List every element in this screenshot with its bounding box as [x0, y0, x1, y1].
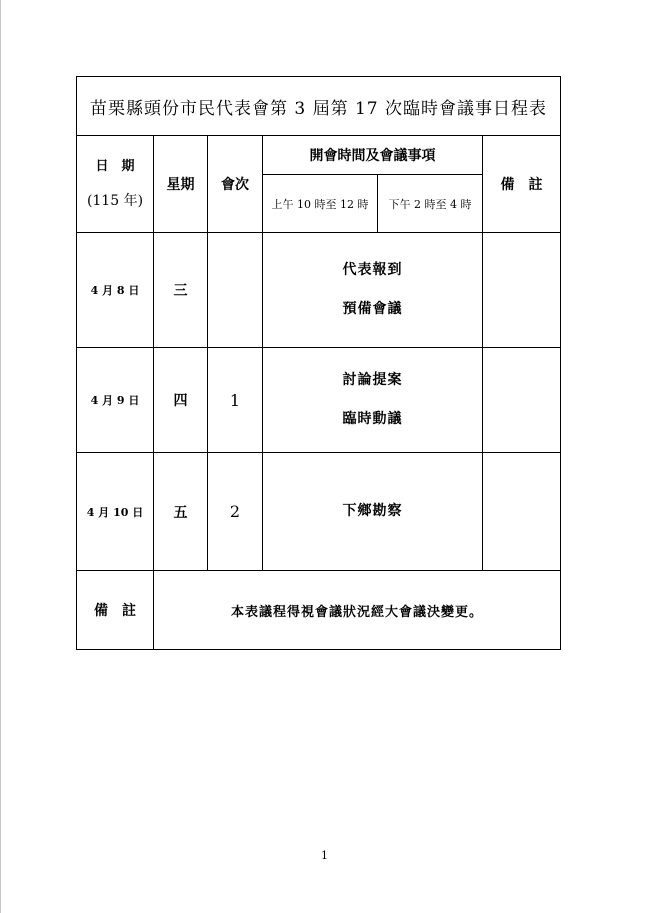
header-agenda-group: 開會時間及會議事項 [263, 136, 483, 175]
row-weekday: 五 [154, 453, 208, 571]
agenda-item: 代表報到 [342, 262, 403, 278]
row-weekday: 四 [154, 348, 208, 453]
header-afternoon: 下午 2 時至 4 時 [378, 175, 483, 233]
page-edge [0, 0, 1, 913]
row-weekday: 三 [154, 233, 208, 348]
document-title: 苗栗縣頭份市民代表會第 3 屆第 17 次臨時會議事日程表 [77, 77, 561, 136]
header-date-year: (115 年) [86, 193, 144, 209]
row-date: 4 月 10 日 [77, 453, 154, 571]
row-agenda [263, 233, 483, 348]
row-session: 1 [208, 348, 263, 453]
row-date: 4 月 8 日 [77, 233, 154, 348]
footer-remarks-text: 本表議程得視會議狀況經大會議決變更。 [154, 571, 561, 650]
table-row [77, 233, 561, 348]
header-date [77, 136, 154, 233]
row-date: 4 月 9 日 [77, 348, 154, 453]
header-session: 會次 [208, 136, 263, 233]
footer-remarks-label: 備 註 [77, 571, 154, 650]
row-remarks [483, 348, 561, 453]
row-session: 2 [208, 453, 263, 571]
agenda-item: 臨時動議 [342, 411, 403, 427]
table-row [77, 348, 561, 453]
header-weekday: 星期 [154, 136, 208, 233]
agenda-item: 討論提案 [342, 372, 403, 388]
header-date-label: 日 期 [95, 159, 135, 174]
page-number: 1 [321, 849, 328, 862]
header-remarks: 備 註 [483, 136, 561, 233]
row-agenda [263, 348, 483, 453]
row-remarks [483, 233, 561, 348]
agenda-item: 下鄉勘察 [342, 503, 403, 519]
agenda-item: 預備會議 [342, 301, 403, 317]
schedule-table [76, 76, 561, 650]
row-remarks [483, 453, 561, 571]
row-agenda [263, 453, 483, 571]
row-session [208, 233, 263, 348]
header-morning: 上午 10 時至 12 時 [263, 175, 378, 233]
table-row [77, 453, 561, 571]
